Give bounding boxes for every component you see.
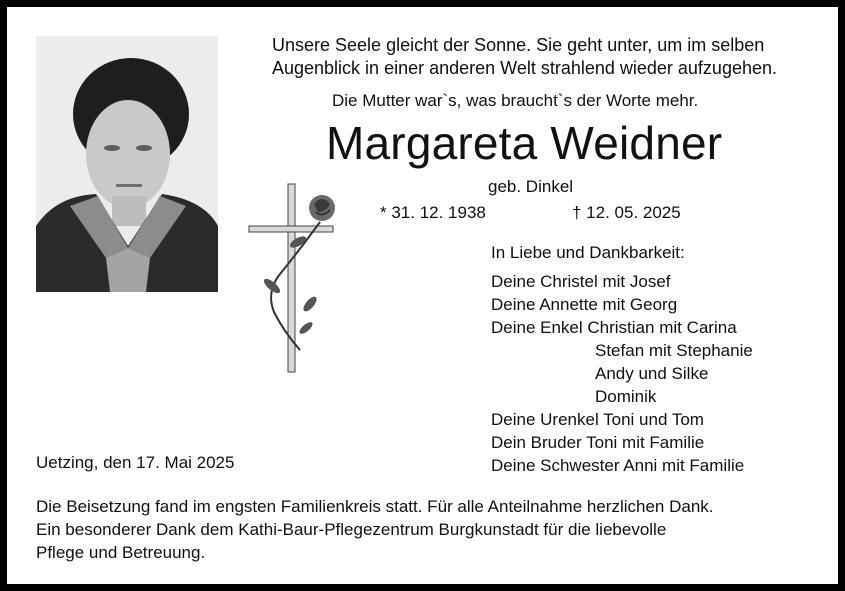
list-item: Dein Bruder Toni mit Familie bbox=[491, 433, 705, 452]
portrait-photo bbox=[36, 36, 218, 292]
birth-date: * 31. 12. 1938 bbox=[380, 203, 486, 222]
place-date: Uetzing, den 17. Mai 2025 bbox=[36, 453, 235, 472]
list-item: Deine Enkel Christian mit Carina bbox=[491, 318, 737, 337]
list-item: Deine Schwester Anni mit Familie bbox=[491, 456, 745, 475]
death-date: † 12. 05. 2025 bbox=[572, 203, 681, 222]
closing-line-3: Pflege und Betreuung. bbox=[36, 543, 206, 562]
list-item: Deine Christel mit Josef bbox=[491, 272, 671, 291]
closing-line-1: Die Beisetzung fand im engsten Familienkreis statt. Für alle Anteilnahme herzlichen Dank. bbox=[36, 497, 714, 516]
sub-quote: Die Mutter war`s, was braucht`s der Worte mehr. bbox=[332, 91, 699, 110]
list-item: Andy und Silke bbox=[595, 364, 709, 383]
mourners-list bbox=[491, 270, 753, 477]
mourners-intro: In Liebe und Dankbarkeit: bbox=[491, 243, 685, 262]
quote-line-1: Unsere Seele gleicht der Sonne. Sie geht unter, um im selben bbox=[272, 35, 765, 55]
closing-text bbox=[36, 495, 714, 564]
list-item: Deine Urenkel Toni und Tom bbox=[491, 410, 704, 429]
memorial-quote bbox=[272, 34, 777, 80]
list-item: Stefan mit Stephanie bbox=[595, 341, 753, 360]
deceased-name: Margareta Weidner bbox=[326, 117, 723, 169]
closing-line-2: Ein besonderer Dank dem Kathi-Baur-Pflegezentrum Burgkunstadt für die liebevolle bbox=[36, 520, 667, 539]
cross-with-rose-icon bbox=[246, 182, 338, 374]
quote-line-2: Augenblick in einer anderen Welt strahlend wieder aufzugehen. bbox=[272, 58, 777, 78]
list-item: Deine Annette mit Georg bbox=[491, 295, 678, 314]
born-name: geb. Dinkel bbox=[488, 177, 574, 196]
list-item: Dominik bbox=[595, 387, 657, 406]
